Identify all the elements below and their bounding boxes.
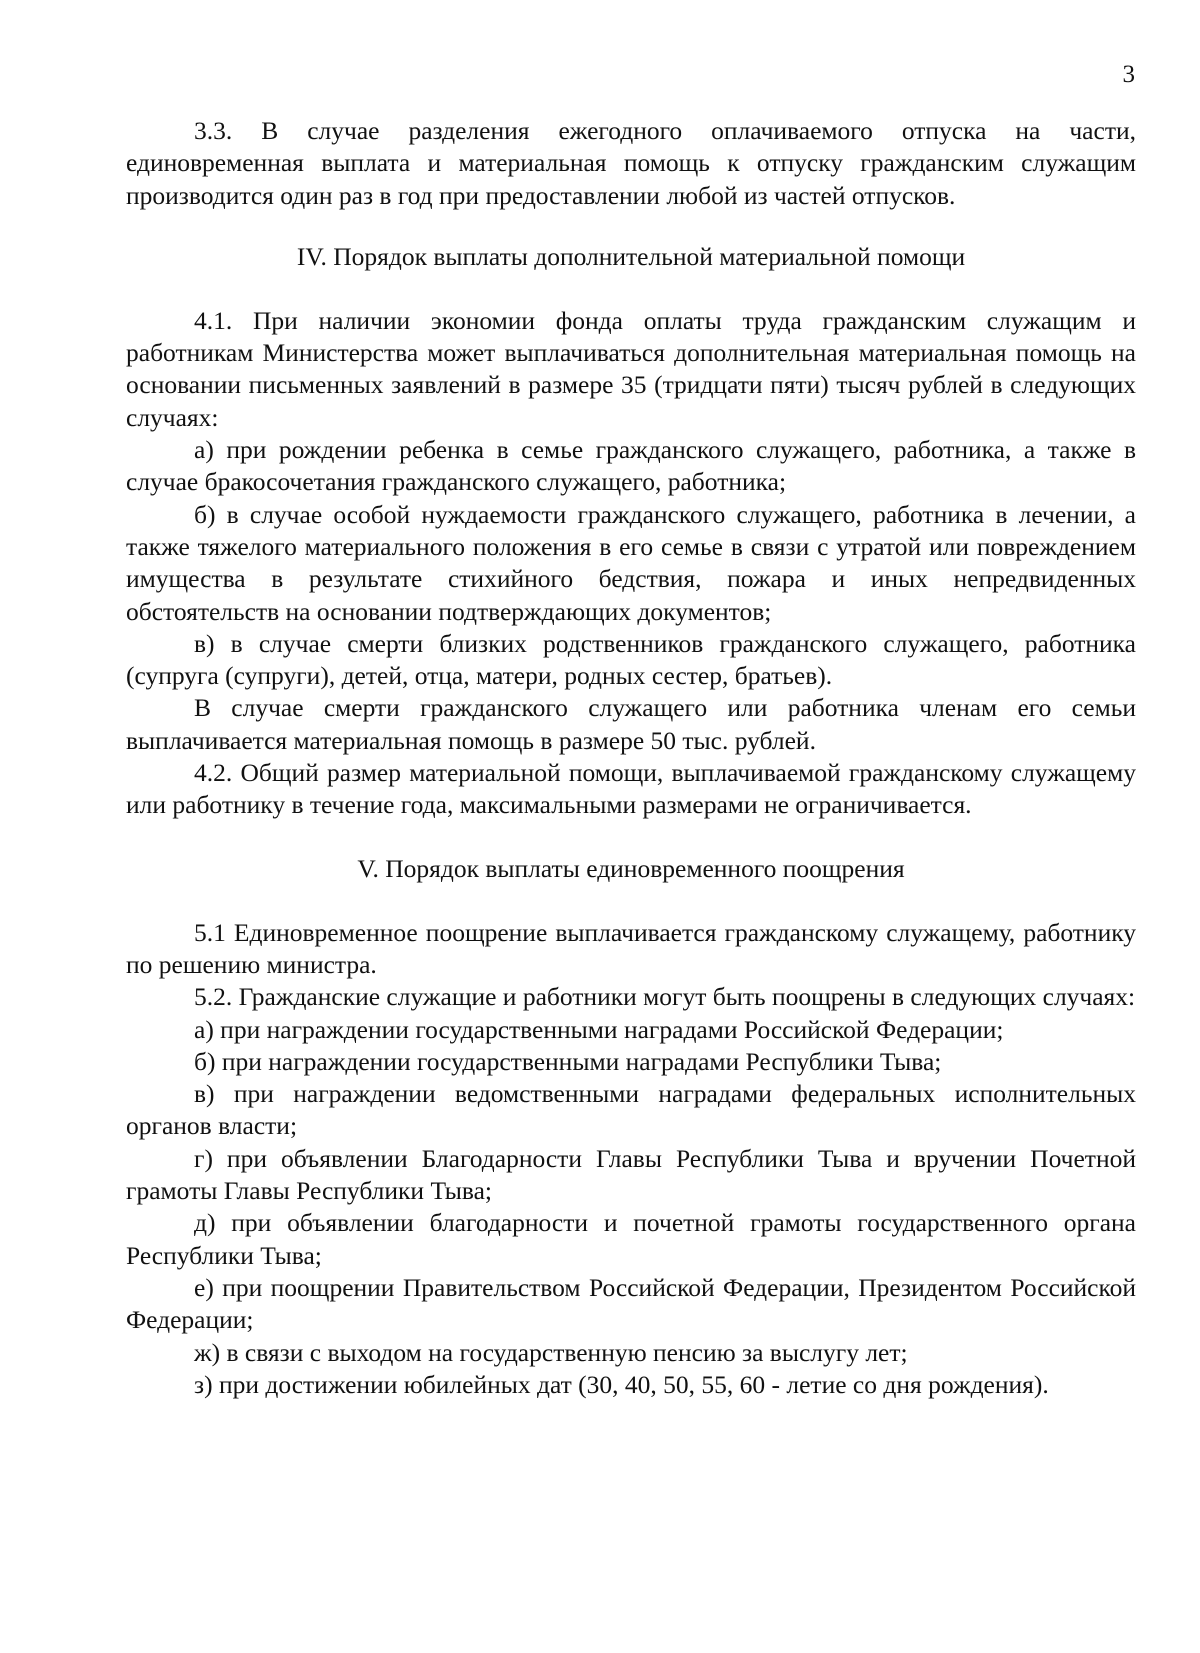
- paragraph-5-2-zh: ж) в связи с выходом на государственную пенсию за выслугу лет;: [194, 1337, 908, 1367]
- paragraph-5-2-z: з) при достижении юбилейных дат (30, 40, 50, 55, 60 - летие со дня рождения).: [194, 1369, 1049, 1399]
- page-number: 3: [1122, 61, 1135, 88]
- section-4-heading: IV. Порядок выплаты дополнительной материальной помощи: [296, 241, 966, 271]
- paragraph-5-2: 5.2. Гражданские служащие и работники могут быть поощрены в следующих случаях:: [194, 982, 1136, 1012]
- paragraph-5-2-a: а) при награждении государственными наградами Российской Федерации;: [194, 1014, 1004, 1044]
- paragraph-4-1-b: б) в случае особой нуждаемости гражданского служащего, работника в лечении, а также тяжелого материального положения в его семье в связи с утратой или повреждением имущества в результате стихийного бедствия, пожара и иных непредвиденных обстоятельств на основании подтверждающих документов;: [126, 499, 1136, 626]
- paragraph-4-1: 4.1. При наличии экономии фонда оплаты труда гражданским служащим и работникам Министерства может выплачиваться дополнительная материальная помощь на основании письменных заявлений в размере 35 (тридцати пяти) тысяч рублей в следующих случаях:: [126, 305, 1136, 432]
- paragraph-4-1-a: а) при рождении ребенка в семье гражданского служащего, работника, а также в случае бракосочетания гражданского служащего, работника;: [126, 435, 1136, 497]
- paragraph-5-2-v: в) при награждении ведомственными наградами федеральных исполнительных органов власти;: [126, 1079, 1136, 1141]
- paragraph-5-2-d: д) при объявлении благодарности и почетной грамоты государственного органа Республики Тыва;: [126, 1208, 1136, 1270]
- paragraph-4-1-v: в) в случае смерти близких родственников гражданского служащего, работника (супруга (супруги), детей, отца, матери, родных сестер, братьев).: [126, 628, 1136, 691]
- paragraph-4-2: 4.2. Общий размер материальной помощи, выплачиваемой гражданскому служащему или работнику в течение года, максимальными размерами не ограничивается.: [126, 758, 1136, 820]
- paragraph-5-1: 5.1 Единовременное поощрение выплачивается гражданскому служащему, работнику по решению министра.: [126, 917, 1136, 979]
- paragraph-5-2-e: е) при поощрении Правительством Российской Федерации, Президентом Российской Федерации;: [126, 1272, 1136, 1335]
- paragraph-5-2-g: г) при объявлении Благодарности Главы Республики Тыва и вручении Почетной грамоты Главы Республики Тыва;: [126, 1143, 1136, 1206]
- document-body: [126, 115, 1136, 1401]
- paragraph-3-3: 3.3. В случае разделения ежегодного оплачиваемого отпуска на части, единовременная выплата и материальная помощь к отпуску гражданским служащим производится один раз в год при предоставлении любой из частей отпусков.: [126, 116, 1136, 210]
- paragraph-5-2-b: б) при награждении государственными наградами Республики Тыва;: [194, 1046, 942, 1076]
- section-5-heading: V. Порядок выплаты единовременного поощрения: [357, 853, 905, 883]
- paragraph-4-1-death: В случае смерти гражданского служащего или работника членам его семьи выплачивается материальная помощь в размере 50 тыс. рублей.: [126, 693, 1136, 755]
